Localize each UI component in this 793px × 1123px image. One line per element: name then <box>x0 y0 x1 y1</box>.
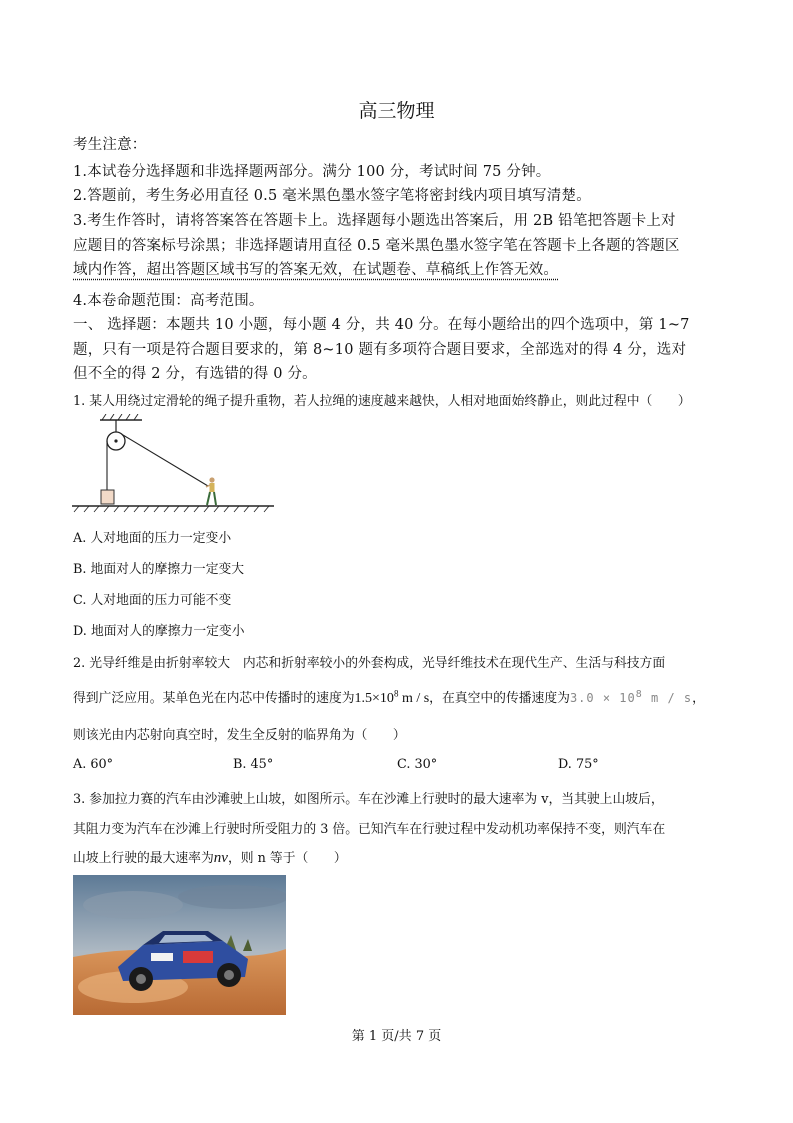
page-title: 高三物理 <box>358 100 435 122</box>
q3-line-2: 其阻力变为汽车在沙滩上行驶时所受阻力的 3 倍。已知汽车在行驶过程中发动机功率保持不变，则汽车在 <box>73 822 666 837</box>
q2-line-2-mid: ，在真空中的传播速度为 <box>429 691 570 706</box>
notice-item-4: 4.本卷命题范围：高考范围。 <box>73 293 264 309</box>
section-instructions-3: 但不全的得 2 分，有选错的得 0 分。 <box>73 366 317 382</box>
section-instructions-2: 题，只有一项是符合题目要求的，第 8~10 题有多项符合题目要求，全部选对的得 4 分，选对 <box>73 342 687 358</box>
notice-item-2: 2.答题前，考生务必用直径 0.5 毫米黑色墨水签字笔将密封线内项目填写清楚。 <box>73 188 591 204</box>
section-instructions-1: 一、 选择题：本题共 10 小题，每小题 4 分，共 40 分。在每小题给出的四个选项中，第 1~7 <box>73 317 690 333</box>
person-figure <box>206 477 216 505</box>
page-footer: 第 1 页/共 7 页 <box>351 1029 442 1044</box>
q2-option-a: A. 60° <box>73 757 114 772</box>
notice-item-3-end: 域内作答，超出答题区域书写的答案无效，在试题卷、草稿纸上作答无效。 <box>73 262 559 278</box>
q3-line-1: 3. 参加拉力赛的汽车由沙滩驶上山坡，如图所示。车在沙滩上行驶时的最大速率为 v，当其驶上山坡后， <box>73 792 664 807</box>
q2-line-1: 2. 光导纤维是由折射率较大 内芯和折射率较小的外套构成，光导纤维技术在现代生产、生活与科技方面 <box>73 656 666 671</box>
q1-option-b: B. 地面对人的摩擦力一定变大 <box>73 562 245 577</box>
q1-option-d: D. 地面对人的摩擦力一定变小 <box>73 624 245 639</box>
notice-item-3-cont: 应题目的答案标号涂黑；非选择题请用直径 0.5 毫米黑色墨水签字笔在答题卡上各题的答题区 <box>73 238 680 254</box>
core-speed-formula: $1.5\times 10^8$ m / s <box>354 688 430 706</box>
notice-item-3: 3.考生作答时，请将答案答在答题卡上。选择题每小题选出答案后，用 2B 铅笔把答题卡上对 <box>73 213 676 229</box>
ceiling <box>100 414 142 420</box>
q1-stem: 1. 某人用绕过定滑轮的绳子提升重物，若人拉绳的速度越来越快，人相对地面始终静止，则此过程中（ ） <box>73 394 691 409</box>
rope-slanted <box>123 435 208 486</box>
weight-block <box>101 490 114 504</box>
q1-option-a: A. 人对地面的压力一定变小 <box>73 531 232 546</box>
q2-option-c: C. 30° <box>397 757 438 772</box>
q3-line-3: 山坡上行驶的最大速率为nv，则 n 等于（ ） <box>73 850 347 866</box>
q2-line-2: 得到广泛应用。某单色光在内芯中传播时的速度为$1.5\times 10^8$ m / s，在真空中的传播速度为$3.0 \times 10^8$ m / s， <box>73 688 705 706</box>
q2-line-2-text: 得到广泛应用。某单色光在内芯中传播时的速度为 <box>73 691 355 706</box>
notice-item-1: 1.本试卷分选择题和非选择题两部分。满分 100 分，考试时间 75 分钟。 <box>73 164 551 180</box>
q2-line-3: 则该光由内芯射向真空时，发生全反射的临界角为（ ） <box>73 728 406 743</box>
nv-symbol: nv <box>213 850 228 866</box>
q2-option-d: D. 75° <box>558 757 599 772</box>
q2-option-b: B. 45° <box>233 757 274 772</box>
rally-car-photo <box>73 875 286 1015</box>
notice-heading: 考生注意： <box>73 137 147 153</box>
ground <box>72 506 274 512</box>
pulley-diagram <box>70 414 280 518</box>
q1-option-c: C. 人对地面的压力可能不变 <box>73 593 232 608</box>
vacuum-speed-formula: $3.0 \times 10^8$ m / s <box>569 689 693 705</box>
